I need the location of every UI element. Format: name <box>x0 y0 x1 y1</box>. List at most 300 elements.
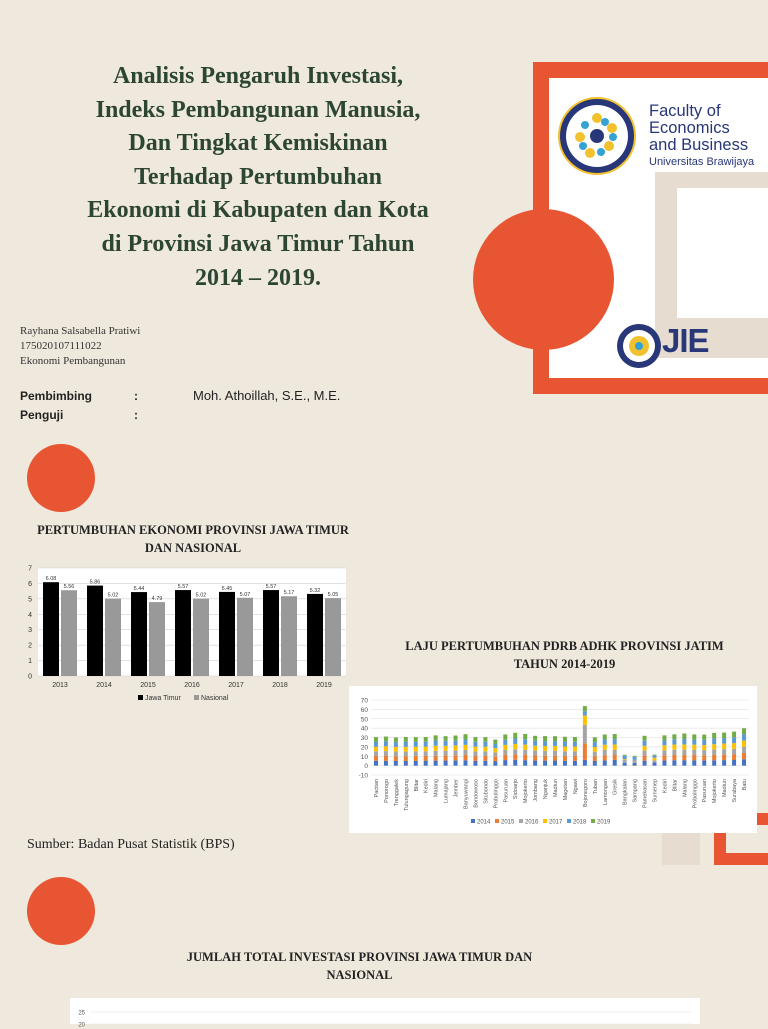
bar-segment-2019 <box>732 732 736 738</box>
bar-segment-2017 <box>553 746 557 751</box>
pembimbing-colon: : <box>134 389 138 403</box>
bar-segment-2017 <box>434 746 438 751</box>
data-label: 6.08 <box>46 576 57 582</box>
bar-segment-2019 <box>414 737 418 742</box>
bar-segment-2019 <box>394 737 398 742</box>
feb-emblem-icon <box>557 96 637 176</box>
jie-emblem-icon <box>616 323 662 369</box>
bar-segment-2016 <box>623 760 627 763</box>
bar-segment-2017 <box>414 747 418 752</box>
bar-segment-2014 <box>414 761 418 766</box>
bar-segment-2015 <box>563 756 567 761</box>
bar-segment-2019 <box>503 735 507 740</box>
bar-segment-2018 <box>434 741 438 746</box>
bar-segment-2014 <box>702 760 706 765</box>
bar-segment-2017 <box>732 743 736 749</box>
data-label: 5.05 <box>328 592 339 598</box>
bar-segment-2016 <box>722 749 726 755</box>
data-label: 5.02 <box>108 593 119 599</box>
x-tick-label: Pasuruan <box>503 779 509 803</box>
bar-segment-2016 <box>533 751 537 756</box>
bar-segment-2016 <box>394 752 398 757</box>
bar-segment-2015 <box>603 755 607 760</box>
chart-pdrb <box>349 686 757 833</box>
bar-segment-2016 <box>464 750 468 755</box>
bar-segment-2016 <box>384 751 388 756</box>
chart-growth <box>14 563 354 708</box>
bar-segment-2019 <box>464 734 468 739</box>
bar-segment-2017 <box>742 741 746 747</box>
bar-segment-2014 <box>573 761 577 766</box>
legend-swatch <box>471 819 475 823</box>
bar-nasional <box>281 596 297 676</box>
bar-segment-2018 <box>503 740 507 745</box>
bar-segment-2014 <box>672 760 676 765</box>
bar-segment-2017 <box>653 758 657 761</box>
bar-segment-2019 <box>742 728 746 734</box>
bar-segment-2016 <box>672 750 676 755</box>
bar-segment-2015 <box>414 756 418 761</box>
bar-segment-2018 <box>513 739 517 744</box>
bar-segment-2016 <box>444 751 448 756</box>
bar-segment-2014 <box>593 761 597 766</box>
bar-segment-2014 <box>682 760 686 765</box>
bar-segment-2018 <box>653 755 657 757</box>
bar-segment-2014 <box>722 760 726 766</box>
bar-nasional <box>325 598 341 676</box>
bar-segment-2014 <box>434 761 438 766</box>
bar-segment-2019 <box>424 737 428 742</box>
penguji-colon: : <box>134 408 138 422</box>
bar-segment-2017 <box>672 745 676 750</box>
bar-segment-2014 <box>543 761 547 766</box>
y-tick-label: 20 <box>361 744 369 751</box>
section2-title: LAJU PERTUMBUHAN PDRB ADHK PROVINSI JATIM TAHUN 2014-2019 <box>392 637 737 673</box>
x-tick-label: Tuban <box>593 779 599 794</box>
bar-segment-2017 <box>424 747 428 752</box>
bar-segment-2016 <box>454 750 458 755</box>
bar-segment-2019 <box>662 735 666 740</box>
bar-segment-2015 <box>533 756 537 761</box>
faculty-name <box>649 103 754 170</box>
bar-segment-2014 <box>533 761 537 766</box>
bar-segment-2017 <box>543 746 547 751</box>
bar-segment-2019 <box>633 756 637 757</box>
bar-jawa-timur <box>131 592 147 676</box>
bar-segment-2016 <box>563 751 567 756</box>
bar-segment-2019 <box>712 733 716 739</box>
bar-segment-2018 <box>633 757 637 760</box>
bar-segment-2017 <box>454 746 458 751</box>
x-tick-label: Gresik <box>613 779 619 795</box>
bar-segment-2018 <box>702 740 706 745</box>
y-tick-label: 60 <box>361 707 369 714</box>
bar-segment-2016 <box>543 751 547 756</box>
bar-segment-2018 <box>623 756 627 759</box>
legend-swatch <box>194 695 199 700</box>
bar-segment-2019 <box>573 737 577 742</box>
bar-segment-2019 <box>374 737 378 742</box>
bar-segment-2017 <box>493 748 497 752</box>
bar-segment-2016 <box>613 750 617 755</box>
x-tick-label: Trenggalek <box>394 779 400 807</box>
bar-segment-2018 <box>473 742 477 747</box>
bar-segment-2014 <box>732 760 736 766</box>
bar-segment-2014 <box>583 760 587 766</box>
x-tick-label: Kediri <box>662 779 668 793</box>
bar-segment-2017 <box>623 759 627 760</box>
x-tick-label: Mojokerto <box>712 779 718 803</box>
bar-segment-2018 <box>384 741 388 746</box>
bar-segment-2015 <box>573 756 577 761</box>
bar-segment-2015 <box>553 756 557 761</box>
y-tick-label: 0 <box>28 674 32 681</box>
bar-segment-2018 <box>424 742 428 747</box>
bar-segment-2018 <box>563 742 567 747</box>
data-label: 5.44 <box>134 586 145 592</box>
bar-segment-2014 <box>503 760 507 766</box>
bar-segment-2018 <box>672 739 676 744</box>
bar-segment-2018 <box>404 742 408 747</box>
x-tick-label: Kediri <box>424 779 430 793</box>
bar-segment-2014 <box>662 760 666 765</box>
data-label: 5.32 <box>310 588 321 594</box>
bar-segment-2014 <box>563 761 567 766</box>
bar-segment-2019 <box>653 755 657 756</box>
bar-segment-2016 <box>692 750 696 755</box>
bar-jawa-timur <box>43 582 59 676</box>
y-tick-label: 4 <box>28 612 32 619</box>
bar-segment-2014 <box>712 760 716 765</box>
bar-segment-2019 <box>702 735 706 740</box>
x-tick-label: Jombang <box>533 779 539 802</box>
bar-segment-2018 <box>603 740 607 745</box>
x-tick-label: Situbondo <box>483 779 489 804</box>
x-tick-label: Malang <box>682 779 688 797</box>
author-name: Rayhana Salsabella Pratiwi <box>20 325 140 337</box>
x-tick-label: Tulungagung <box>404 779 410 811</box>
legend-label: 2016 <box>525 820 539 826</box>
bar-segment-2019 <box>672 734 676 739</box>
bar-segment-2014 <box>643 761 647 766</box>
bar-segment-2018 <box>553 741 557 746</box>
x-tick-label: 2019 <box>316 682 332 689</box>
bar-segment-2015 <box>732 754 736 760</box>
bar-segment-2014 <box>553 761 557 766</box>
bar-segment-2019 <box>623 755 627 756</box>
bar-jawa-timur <box>263 590 279 676</box>
x-tick-label: Lamongan <box>603 779 609 805</box>
bar-segment-2017 <box>573 747 577 752</box>
y-tick-label: 2 <box>28 643 32 650</box>
bar-segment-2017 <box>394 747 398 752</box>
bar-segment-2016 <box>434 751 438 756</box>
x-tick-label: 2014 <box>96 682 112 689</box>
y-tick-label: 0 <box>364 763 368 770</box>
bar-segment-2019 <box>473 737 477 742</box>
university-name: Universitas Brawijaya <box>649 154 754 170</box>
data-label: 5.57 <box>266 584 277 590</box>
bar-segment-2017 <box>583 715 587 724</box>
bar-segment-2017 <box>503 745 507 750</box>
faculty-line-2: Economics <box>649 120 754 137</box>
bar-segment-2017 <box>523 745 527 750</box>
legend-swatch <box>543 819 547 823</box>
data-label: 5.45 <box>222 586 233 592</box>
y-tick-label: 25 <box>78 1011 85 1017</box>
bar-segment-2015 <box>523 755 527 760</box>
faculty-line-1: Faculty of <box>649 103 754 120</box>
bar-segment-2014 <box>404 761 408 766</box>
bar-segment-2015 <box>672 755 676 760</box>
x-tick-label: Lumajang <box>444 779 450 803</box>
y-tick-label: 10 <box>361 754 369 761</box>
section1-title: PERTUMBUHAN EKONOMI PROVINSI JAWA TIMUR DAN NASIONAL <box>28 521 358 557</box>
bar-segment-2015 <box>583 744 587 760</box>
bar-segment-2019 <box>613 734 617 739</box>
author-major: Ekonomi Pembangunan <box>20 355 125 367</box>
bar-segment-2016 <box>573 751 577 756</box>
bar-segment-2014 <box>374 761 378 766</box>
bar-segment-2015 <box>692 755 696 760</box>
bar-segment-2016 <box>633 760 637 763</box>
bar-segment-2015 <box>513 754 517 759</box>
bar-nasional <box>105 599 121 676</box>
bar-segment-2015 <box>702 755 706 760</box>
bar-segment-2017 <box>613 745 617 750</box>
bar-segment-2014 <box>493 761 497 766</box>
y-tick-label: 5 <box>28 596 32 603</box>
legend-label: Jawa Timur <box>145 695 181 702</box>
bar-jawa-timur <box>175 590 191 676</box>
bar-nasional <box>61 590 77 676</box>
bar-segment-2018 <box>682 739 686 744</box>
x-tick-label: Bangkalan <box>623 779 629 805</box>
legend-label: 2019 <box>597 820 611 826</box>
bar-segment-2014 <box>394 761 398 766</box>
bar-segment-2017 <box>404 747 408 752</box>
bar-segment-2017 <box>384 746 388 751</box>
bar-segment-2019 <box>434 735 438 740</box>
bar-segment-2016 <box>712 750 716 755</box>
section3-title: JUMLAH TOTAL INVESTASI PROVINSI JAWA TIMUR DAN NASIONAL <box>182 948 537 984</box>
data-label: 5.56 <box>64 584 75 590</box>
x-tick-label: 2016 <box>184 682 200 689</box>
bar-segment-2017 <box>464 745 468 750</box>
bar-segment-2017 <box>603 745 607 750</box>
bar-segment-2017 <box>712 744 716 749</box>
bar-segment-2019 <box>603 735 607 740</box>
y-tick-label: 30 <box>361 735 369 742</box>
bar-segment-2016 <box>493 752 497 756</box>
x-tick-label: Probolinggo <box>493 779 499 808</box>
x-tick-label: Madiun <box>553 779 559 797</box>
x-tick-label: Blitar <box>672 779 678 792</box>
bar-segment-2014 <box>384 761 388 766</box>
bar-segment-2019 <box>404 737 408 742</box>
chart-pdrb-svg <box>349 686 757 833</box>
y-tick-label: 40 <box>361 726 369 733</box>
bar-segment-2017 <box>662 745 666 750</box>
bar-segment-2016 <box>404 752 408 757</box>
x-tick-label: Probolinggo <box>692 779 698 808</box>
bar-segment-2018 <box>662 741 666 746</box>
pembimbing-name: Moh. Athoillah, S.E., M.E. <box>193 388 340 403</box>
x-tick-label: Ponorogo <box>384 779 390 803</box>
plot-area <box>38 568 346 676</box>
bar-segment-2016 <box>662 750 666 755</box>
data-label: 4.79 <box>152 596 163 602</box>
legend-label: 2014 <box>477 820 491 826</box>
bar-segment-2016 <box>702 750 706 755</box>
bar-jawa-timur <box>307 594 323 676</box>
bar-segment-2015 <box>394 756 398 761</box>
bar-segment-2017 <box>722 744 726 750</box>
bar-segment-2019 <box>643 736 647 741</box>
bar-segment-2015 <box>473 756 477 761</box>
bar-segment-2016 <box>374 751 378 756</box>
bar-nasional <box>237 598 253 676</box>
bar-segment-2019 <box>682 733 686 739</box>
x-tick-label: Malang <box>434 779 440 797</box>
bar-jawa-timur <box>219 592 235 676</box>
bar-segment-2019 <box>483 737 487 742</box>
bar-segment-2015 <box>374 756 378 761</box>
bar-segment-2018 <box>543 741 547 746</box>
bar-segment-2016 <box>682 750 686 755</box>
bar-segment-2018 <box>454 741 458 746</box>
bar-segment-2015 <box>464 755 468 760</box>
decorative-bar-horizontal <box>655 172 768 188</box>
y-tick-label: 50 <box>361 716 369 723</box>
bar-segment-2017 <box>483 747 487 752</box>
y-tick-label: 6 <box>28 581 32 588</box>
x-tick-label: Batu <box>742 779 748 790</box>
bar-segment-2017 <box>563 747 567 752</box>
bar-segment-2016 <box>513 749 517 754</box>
bar-segment-2018 <box>593 742 597 747</box>
y-tick-label: 3 <box>28 627 32 634</box>
bar-segment-2017 <box>473 747 477 752</box>
bar-segment-2016 <box>643 751 647 756</box>
bar-segment-2017 <box>593 747 597 752</box>
bar-segment-2015 <box>662 755 666 760</box>
bar-segment-2019 <box>513 733 517 739</box>
y-tick-label: -10 <box>359 773 369 780</box>
bar-segment-2018 <box>712 738 716 744</box>
legend-label: 2018 <box>573 820 587 826</box>
bar-segment-2018 <box>643 741 647 746</box>
x-tick-label: Mojokerto <box>523 779 529 803</box>
bar-segment-2018 <box>613 739 617 744</box>
bar-segment-2016 <box>523 750 527 755</box>
x-tick-label: 2018 <box>272 682 288 689</box>
bar-segment-2018 <box>493 744 497 748</box>
bar-segment-2019 <box>563 737 567 742</box>
bar-segment-2015 <box>424 756 428 761</box>
bar-segment-2018 <box>742 734 746 740</box>
decorative-circle-1 <box>27 444 95 512</box>
y-tick-label: 20 <box>78 1023 85 1029</box>
bar-segment-2015 <box>483 756 487 761</box>
legend-swatch <box>567 819 571 823</box>
bar-segment-2015 <box>493 757 497 761</box>
bar-nasional <box>193 599 209 676</box>
x-tick-label: Pasuruan <box>702 779 708 803</box>
data-label: 5.07 <box>240 592 251 598</box>
bar-segment-2015 <box>503 755 507 760</box>
bar-segment-2017 <box>682 744 686 749</box>
legend-swatch <box>138 695 143 700</box>
bar-segment-2016 <box>483 751 487 756</box>
x-tick-label: Nganjuk <box>543 779 549 799</box>
bar-segment-2017 <box>702 745 706 750</box>
bar-segment-2019 <box>444 736 448 741</box>
bar-segment-2016 <box>473 751 477 756</box>
bar-segment-2018 <box>533 741 537 746</box>
bar-segment-2019 <box>523 734 527 739</box>
bar-segment-2018 <box>444 741 448 746</box>
bar-segment-2014 <box>742 759 746 765</box>
bar-jawa-timur <box>87 586 103 676</box>
decorative-circle-2 <box>27 877 95 945</box>
x-tick-label: Sampang <box>633 779 639 803</box>
bar-segment-2014 <box>633 763 637 766</box>
bar-segment-2018 <box>523 739 527 744</box>
bar-segment-2018 <box>414 742 418 747</box>
x-tick-label: 2015 <box>140 682 156 689</box>
bar-nasional <box>149 602 165 676</box>
legend-label: Nasional <box>201 695 229 702</box>
penguji-label: Penguji <box>20 408 63 422</box>
bar-segment-2014 <box>613 760 617 766</box>
chart-growth-svg <box>14 563 354 708</box>
bar-segment-2014 <box>692 760 696 765</box>
bar-segment-2019 <box>454 736 458 741</box>
bar-segment-2015 <box>384 756 388 761</box>
bar-segment-2014 <box>473 761 477 766</box>
bar-segment-2016 <box>653 760 657 762</box>
bar-segment-2018 <box>374 742 378 747</box>
x-tick-label: Sidoarjo <box>513 779 519 799</box>
bar-segment-2019 <box>553 736 557 741</box>
bar-segment-2014 <box>424 761 428 766</box>
bar-segment-2017 <box>643 746 647 751</box>
bar-segment-2016 <box>503 750 507 755</box>
x-tick-label: Bojonegoro <box>583 779 589 807</box>
legend-label: 2017 <box>549 820 563 826</box>
bar-segment-2016 <box>603 750 607 755</box>
bar-segment-2014 <box>444 761 448 766</box>
faculty-line-3: and Business <box>649 137 754 154</box>
data-label: 5.17 <box>284 590 295 596</box>
bar-segment-2016 <box>414 751 418 756</box>
bar-segment-2018 <box>732 737 736 743</box>
bar-segment-2018 <box>583 711 587 715</box>
bar-segment-2019 <box>384 737 388 742</box>
bar-segment-2016 <box>583 725 587 744</box>
bar-segment-2015 <box>682 755 686 760</box>
x-tick-label: Banyuwangi <box>464 779 470 809</box>
bar-segment-2018 <box>722 738 726 744</box>
bar-segment-2015 <box>404 756 408 761</box>
bar-segment-2017 <box>513 744 517 749</box>
bar-segment-2015 <box>444 756 448 761</box>
x-tick-label: Surabaya <box>732 778 738 802</box>
bar-segment-2019 <box>593 737 597 742</box>
data-label: 5.57 <box>178 584 189 590</box>
bar-segment-2018 <box>483 742 487 747</box>
